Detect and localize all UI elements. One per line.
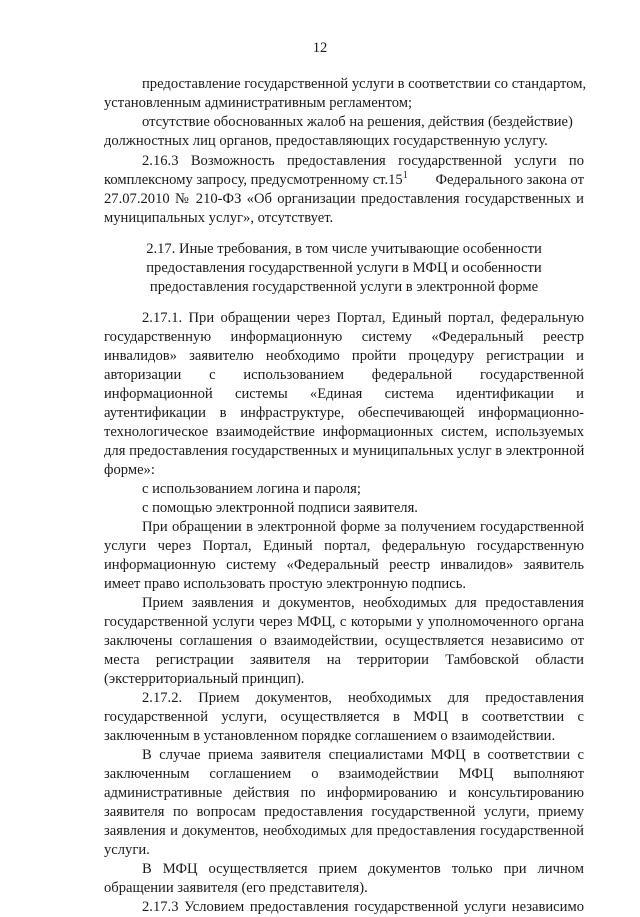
- text-line: комплексному запросу, предусмотренному $ст.15^1$ Федерального закона от: [104, 170, 584, 188]
- text-line: 2.17.2. Прием документов, необходимых для предоставления: [142, 690, 584, 706]
- text-line: государственной услуги, осуществляется в МФЦ в соответствии с: [104, 709, 584, 725]
- text-line: В МФЦ осуществляется прием документов только при личном: [142, 861, 584, 877]
- text-line: предоставление государственной услуги в соответствии со стандартом,: [142, 76, 587, 92]
- text-line: с помощью электронной подписи заявителя.: [142, 500, 418, 516]
- text-line: Прием заявления и документов, необходимых для предоставления: [142, 595, 584, 611]
- text-line: В случае приема заявителя специалистами МФЦ в соответствии с: [142, 747, 584, 763]
- text-line: информационную систему «Федеральный реестр инвалидов» заявитель: [104, 557, 584, 573]
- text-line: 2.17.3 Условием предоставления государственной услуги независимо: [142, 899, 584, 915]
- text-line: форме»:: [104, 462, 155, 478]
- text-line: государственной услуги через МФЦ, с которыми у уполномоченного органа: [104, 614, 584, 630]
- text-line: технологическое взаимодействие информационных систем, используемых: [104, 424, 584, 440]
- text-line: муниципальных услуг», отсутствует.: [104, 210, 334, 226]
- text-line: имеет право использовать простую электронную подпись.: [104, 576, 467, 592]
- text-line: заявителя по вопросам предоставления государственной услуги, приему: [104, 804, 584, 820]
- text-line: заключенным в установленном порядке соглашением о взаимодействии.: [104, 728, 556, 744]
- text-line: аутентификации в инфраструктуре, обеспечивающей информационно-: [104, 405, 584, 421]
- text-line: услуги через Портал, Единый портал, федеральную государственную: [104, 538, 584, 554]
- text-line: с использованием логина и пароля;: [142, 481, 361, 497]
- text-line: административные действия по информированию и консультированию: [104, 785, 584, 801]
- text-line: 2.16.3 Возможность предоставления государственной услуги по: [142, 153, 584, 169]
- text-line: заключены соглашения о взаимодействии, осуществляется независимо от: [104, 633, 584, 649]
- text-line: информационной системы «Единая система идентификации и: [104, 386, 584, 402]
- page-number: 12: [312, 40, 328, 56]
- text-line: услуги.: [104, 842, 150, 858]
- text-line: для предоставления государственных и муниципальных услуг в электронной: [104, 443, 585, 459]
- text-line: инвалидов» заявителю необходимо пройти процедуру регистрации и: [104, 348, 584, 364]
- text-line: обращении заявителя (его представителя).: [104, 880, 368, 896]
- text-line: государственную информационную систему «Федеральный реестр: [104, 329, 584, 345]
- text-line: места регистрации заявителя на территории Тамбовской области: [104, 652, 584, 668]
- text-line: При обращении в электронной форме за получением государственной: [142, 519, 584, 535]
- text-line: отсутствие обоснованных жалоб на решения, действия (бездействие): [142, 114, 573, 130]
- text-line: заключенным соглашением о взаимодействии МФЦ выполняют: [104, 766, 584, 782]
- footnote-marker: 1: [402, 170, 408, 182]
- section-heading-line: предоставления государственной услуги в МФЦ и особенности: [146, 260, 542, 276]
- text-line: заявления и документов, необходимых для предоставления государственной: [104, 823, 584, 839]
- section-heading-line: предоставления государственной услуги в электронной форме: [149, 279, 539, 295]
- text-line: установленным административным регламентом;: [104, 95, 413, 111]
- text-line: авторизации с использованием федеральной государственной: [104, 367, 584, 383]
- text-line: 27.07.2010 № 210-ФЗ «Об организации предоставления государственных и: [104, 191, 584, 207]
- text-line: (экстерриториальный принцип).: [104, 671, 305, 687]
- text-line: должностных лиц органов, предоставляющих государственную услугу.: [104, 133, 548, 149]
- section-heading-line: 2.17. Иные требования, в том числе учитывающие особенности: [146, 241, 542, 257]
- text-line: 2.17.1. При обращении через Портал, Единый портал, федеральную: [142, 310, 584, 326]
